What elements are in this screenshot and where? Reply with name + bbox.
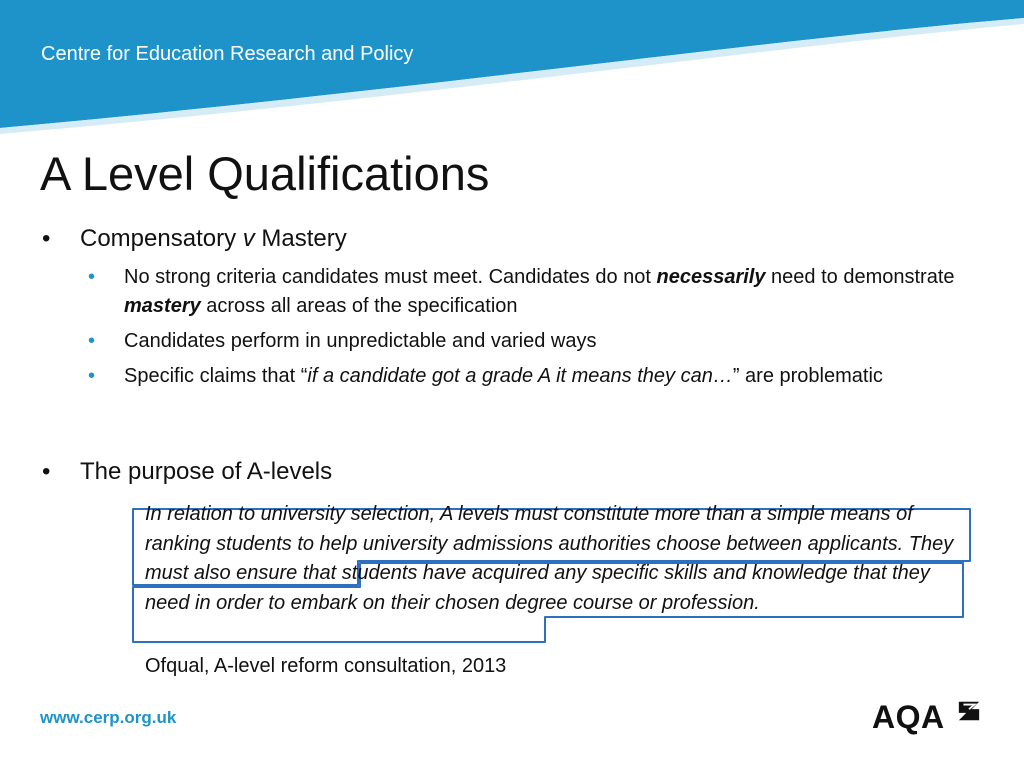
aqa-logo-text: AQA (872, 699, 945, 735)
aqa-swoosh-icon (957, 699, 981, 723)
sub-bullet-dot: • (88, 266, 96, 288)
quote-text (145, 500, 975, 618)
bullet-dot: • (42, 225, 51, 252)
sub-bullet-dot: • (88, 330, 96, 352)
slide-title: A Level Qualifications (40, 147, 490, 200)
sub-bullet-text: Candidates perform in unpredictable and varied ways (124, 330, 597, 352)
text-part: Specific claims that “ (124, 365, 308, 387)
quote-sentence-1: In relation to university selection, A levels must constitute more than a simple means of ranking students to help university admissions authorities choose between applicants. (145, 503, 913, 555)
text-part: need to demonstrate (765, 266, 955, 288)
text-part: across all areas of the specification (200, 295, 518, 317)
text-part: ” are problematic (732, 365, 883, 387)
sub-bullet-specific-claims (88, 362, 978, 391)
sub-bullet-text (124, 362, 978, 391)
text-part: No strong criteria candidates must meet. Candidates do not (124, 266, 657, 288)
sub-bullet-criteria (88, 263, 978, 321)
header-band (0, 0, 1024, 140)
sub-bullet-unpredictable (88, 327, 978, 356)
bullet-dot: • (42, 458, 51, 485)
bullet-text (80, 225, 347, 253)
emphasis-necessarily: necessarily (656, 266, 766, 288)
aqa-logo (872, 697, 984, 739)
bullet-text-italic: v (242, 225, 255, 252)
emphasis-mastery: mastery (124, 295, 201, 317)
sub-bullet-dot: • (88, 365, 96, 387)
bullet-text: The purpose of A-levels (80, 458, 333, 485)
bullet-text-post: Mastery (254, 225, 347, 252)
quote-source: Ofqual, A-level reform consultation, 2013 (145, 655, 507, 677)
quote-sentence-2: They must also ensure that students have acquired any specific skills and knowledge that they need in order to embark on their chosen degree course or profession. (145, 532, 954, 614)
italic-claim: if a candidate got a grade A it means they can… (307, 365, 733, 387)
header-title: Centre for Education Research and Policy (41, 43, 414, 65)
footer-url-link[interactable]: www.cerp.org.uk (40, 708, 177, 727)
sub-bullet-text (124, 263, 978, 321)
bullet-text-pre: Compensatory (80, 225, 243, 252)
